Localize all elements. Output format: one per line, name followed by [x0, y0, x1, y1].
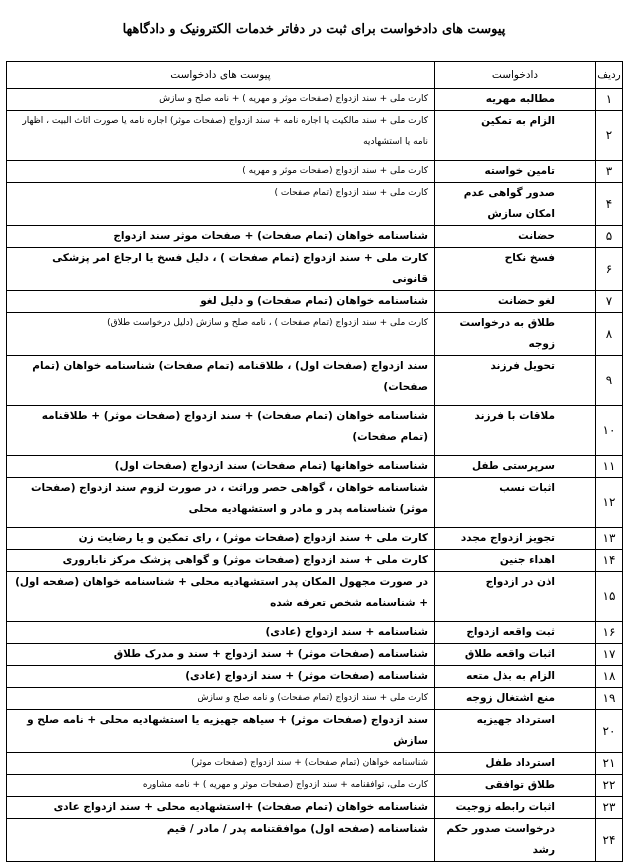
attachments-table [6, 61, 623, 862]
table-row [7, 183, 623, 226]
attachments-cell: شناسنامه (صفحات موثر) + سند ازدواج (عادی) [7, 666, 435, 688]
row-number: ۱۷ [596, 644, 623, 666]
header-row-number: ردیف [596, 62, 623, 89]
attachments-cell: سند ازدواج (صفحات موثر) + سیاهه جهیزیه یا استشهادیه محلی + نامه صلح و سازش [7, 710, 435, 753]
row-number: ۱۸ [596, 666, 623, 688]
row-number: ۳ [596, 161, 623, 183]
table-row [7, 753, 623, 775]
attachments-cell: شناسنامه خواهان (تمام صفحات) + سند ازدواج (صفحات موثر) [7, 753, 435, 775]
row-number: ۱۶ [596, 622, 623, 644]
table-row [7, 775, 623, 797]
row-number: ۱۹ [596, 688, 623, 710]
request-cell: حضانت [435, 226, 596, 248]
request-cell: تحویل فرزند [435, 356, 596, 406]
row-number: ۲۰ [596, 710, 623, 753]
row-number: ۲۲ [596, 775, 623, 797]
table-row [7, 710, 623, 753]
header-request: دادخواست [435, 62, 596, 89]
row-number: ۲ [596, 111, 623, 161]
request-cell: اذن در ازدواج [435, 572, 596, 622]
table-row [7, 313, 623, 356]
page-title: پیوست های دادخواست برای ثبت در دفاتر خدمات الکترونیک و دادگاهها [122, 22, 506, 37]
attachments-cell: در صورت مجهول المکان پدر استشهادیه محلی + شناسنامه خواهان (صفحه اول) + شناسنامه شخص تعرفه شده [7, 572, 435, 622]
request-cell: ثبت واقعه ازدواج [435, 622, 596, 644]
table-row [7, 819, 623, 862]
attachments-cell: کارت ملی + سند ازدواج (صفحات موثر و مهریه ) + نامه صلح و سازش [7, 89, 435, 111]
table-row [7, 406, 623, 456]
header-attachments: پیوست های دادخواست [7, 62, 435, 89]
attachments-cell: کارت ملی + سند ازدواج (تمام صفحات ) [7, 183, 435, 226]
request-cell: طلاق به درخواست زوجه [435, 313, 596, 356]
table-row [7, 356, 623, 406]
row-number: ۸ [596, 313, 623, 356]
table-row [7, 550, 623, 572]
request-cell: تامین خواسته [435, 161, 596, 183]
row-number: ۲۱ [596, 753, 623, 775]
request-cell: استرداد طفل [435, 753, 596, 775]
table-row [7, 456, 623, 478]
attachments-cell: سند ازدواج (صفحات اول) ، طلاقنامه (تمام صفحات) شناسنامه خواهان (تمام صفحات) [7, 356, 435, 406]
row-number: ۹ [596, 356, 623, 406]
attachments-cell: شناسنامه + سند ازدواج (عادی) [7, 622, 435, 644]
row-number: ۲۴ [596, 819, 623, 862]
row-number: ۱۰ [596, 406, 623, 456]
attachments-cell: شناسنامه خواهان (تمام صفحات) + سند ازدواج (صفحات موثر) + طلاقنامه (تمام صفحات) [7, 406, 435, 456]
attachments-cell: شناسنامه خواهانها (تمام صفحات) سند ازدواج (صفحات اول) [7, 456, 435, 478]
request-cell: منع اشتغال زوجه [435, 688, 596, 710]
attachments-cell: کارت ملی، توافقنامه + سند ازدواج (صفحات موثر و مهریه ) + نامه مشاوره [7, 775, 435, 797]
table-row [7, 622, 623, 644]
row-number: ۱۱ [596, 456, 623, 478]
request-cell: تجویز ازدواج مجدد [435, 528, 596, 550]
table-header-row [7, 62, 623, 89]
attachments-cell: کارت ملی + سند ازدواج (تمام صفحات ) ، دلیل فسخ یا ارجاع امر پزشکی قانونی [7, 248, 435, 291]
attachments-cell: کارت ملی + سند ازدواج (صفحات موثر) و گواهی پزشک مرکز ناباروری [7, 550, 435, 572]
request-cell: فسخ نکاح [435, 248, 596, 291]
row-number: ۱ [596, 89, 623, 111]
table-row [7, 226, 623, 248]
table-row [7, 528, 623, 550]
table-row [7, 161, 623, 183]
attachments-cell: شناسنامه خواهان (تمام صفحات) + صفحات موثر سند ازدواج [7, 226, 435, 248]
attachments-cell: کارت ملی + سند ازدواج (صفحات موثر و مهریه ) [7, 161, 435, 183]
attachments-cell: کارت ملی + سند ازدواج (صفحات موثر) ، رای تمکین و یا رضایت زن [7, 528, 435, 550]
row-number: ۱۵ [596, 572, 623, 622]
table-row [7, 248, 623, 291]
row-number: ۲۳ [596, 797, 623, 819]
row-number: ۷ [596, 291, 623, 313]
row-number: ۱۳ [596, 528, 623, 550]
request-cell: سرپرستی طفل [435, 456, 596, 478]
request-cell: اهداء جنین [435, 550, 596, 572]
table-row [7, 111, 623, 161]
table-row [7, 478, 623, 528]
row-number: ۵ [596, 226, 623, 248]
attachments-cell: کارت ملی + سند ازدواج (تمام صفحات) و نامه صلح و سازش [7, 688, 435, 710]
table-row [7, 89, 623, 111]
request-cell: اثبات واقعه طلاق [435, 644, 596, 666]
row-number: ۴ [596, 183, 623, 226]
request-cell: استرداد جهیزیه [435, 710, 596, 753]
table-body [7, 89, 623, 862]
table-row [7, 644, 623, 666]
request-cell: درخواست صدور حکم رشد [435, 819, 596, 862]
request-cell: اثبات نسب [435, 478, 596, 528]
row-number: ۱۴ [596, 550, 623, 572]
request-cell: اثبات رابطه زوجیت [435, 797, 596, 819]
row-number: ۶ [596, 248, 623, 291]
table-row [7, 688, 623, 710]
attachments-cell: شناسنامه خواهان (تمام صفحات) +استشهادیه محلی + سند ازدواج عادی [7, 797, 435, 819]
attachments-cell: شناسنامه خواهان (تمام صفحات) و دلیل لغو [7, 291, 435, 313]
row-number: ۱۲ [596, 478, 623, 528]
request-cell: طلاق توافقی [435, 775, 596, 797]
request-cell: ملاقات با فرزند [435, 406, 596, 456]
request-cell: لغو حضانت [435, 291, 596, 313]
request-cell: الزام به بذل متعه [435, 666, 596, 688]
table-row [7, 666, 623, 688]
attachments-cell: کارت ملی + سند مالکیت یا اجاره نامه + سند ازدواج (صفحات موثر) اجاره نامه یا صورت اثاث البیت ، اظهار نامه یا استشهادیه [7, 111, 435, 161]
attachments-cell: کارت ملی + سند ازدواج (تمام صفحات ) ، نامه صلح و سازش (دلیل درخواست طلاق) [7, 313, 435, 356]
request-cell: صدور گواهی عدم امکان سازش [435, 183, 596, 226]
request-cell: الزام به تمکین [435, 111, 596, 161]
table-row [7, 572, 623, 622]
request-cell: مطالبه مهریه [435, 89, 596, 111]
table-row [7, 291, 623, 313]
attachments-cell: شناسنامه (صفحه اول) موافقتنامه پدر / مادر / قیم [7, 819, 435, 862]
attachments-cell: شناسنامه (صفحات موثر) + سند ازدواج + سند و مدرک طلاق [7, 644, 435, 666]
attachments-cell: شناسنامه خواهان ، گواهی حصر وراثت ، در صورت لزوم سند ازدواج (صفحات موثر) شناسنامه پدر و مادر و استشهادیه محلی [7, 478, 435, 528]
